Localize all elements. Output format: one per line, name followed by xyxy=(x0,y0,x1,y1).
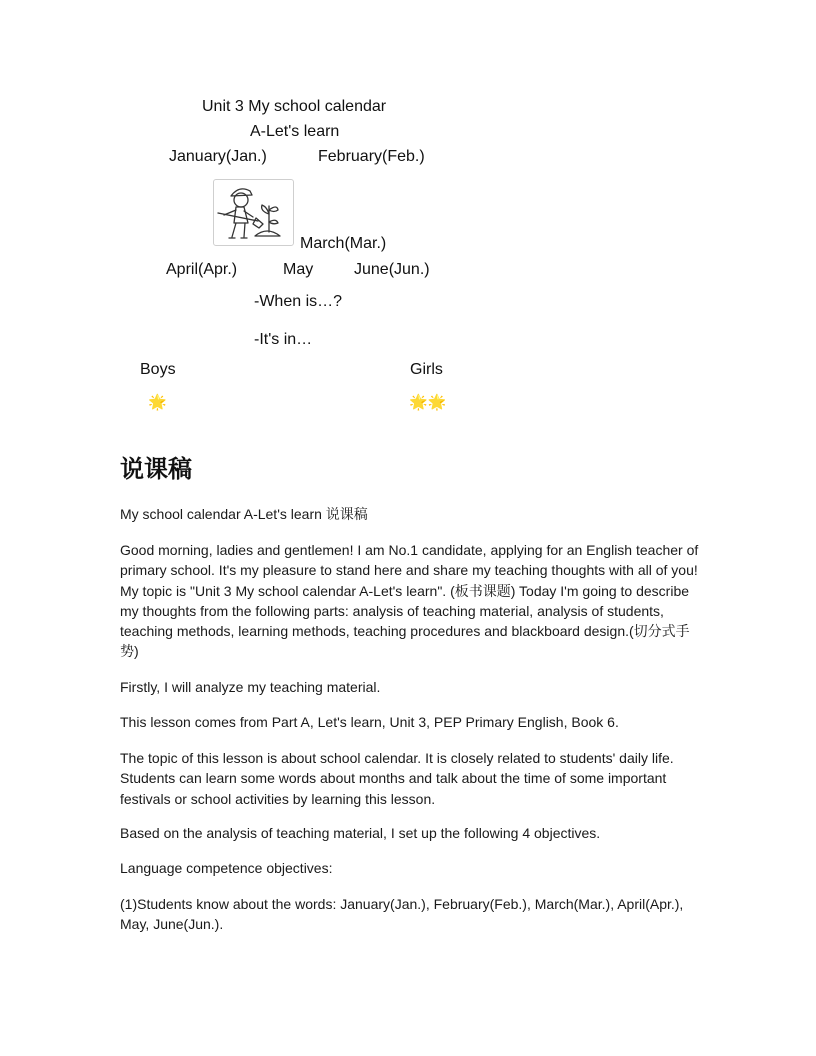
word-february: February(Feb.) xyxy=(318,148,425,165)
boys-star-icon: 🌟 xyxy=(148,394,167,411)
boys-label: Boys xyxy=(140,361,176,378)
word-april: April(Apr.) xyxy=(166,261,238,278)
word-may: May xyxy=(283,261,314,278)
paragraph-firstly: Firstly, I will analyze my teaching material. xyxy=(120,679,381,695)
page-title: 说课稿 xyxy=(120,455,192,483)
board-title: Unit 3 My school calendar xyxy=(202,98,387,115)
word-march: March(Mar.) xyxy=(300,235,387,252)
sentence-question: -When is…? xyxy=(254,293,343,310)
paragraph-topic-detail: The topic of this lesson is about school calendar. It is closely related to students' daily life. Students can learn some words about months and talk about the time of some important festivals or school activities by learning this lesson. xyxy=(120,750,674,807)
girls-star-icon: 🌟🌟 xyxy=(409,394,447,411)
paragraph-topic: My school calendar A-Let's learn 说课稿 xyxy=(120,506,368,522)
paragraph-intro: Good morning, ladies and gentlemen! I am No.1 candidate, applying for an English teacher of primary school. It's my pleasure to stand here and share my teaching thoughts with all of you! My topic is "Unit 3 My school calendar A-Let's learn". (板书课题) Today I'm going to describe my thoughts from the following parts: analysis of teaching material, analysis of students, teaching methods, learning methods, teaching procedures and blackboard design.(切分式手势) xyxy=(120,542,699,660)
girls-label: Girls xyxy=(410,361,443,378)
paragraph-objectives: Based on the analysis of teaching material, I set up the following 4 objectives. xyxy=(120,825,601,841)
board-subtitle: A-Let's learn xyxy=(250,123,340,140)
paragraph-words: (1)Students know about the words: January(Jan.), February(Feb.), March(Mar.), April(Apr.), May, June(Jun.). xyxy=(120,896,684,933)
boy-planting-tree-icon xyxy=(213,179,294,246)
word-june: June(Jun.) xyxy=(354,261,430,278)
paragraph-source: This lesson comes from Part A, Let's learn, Unit 3, PEP Primary English, Book 6. xyxy=(120,714,619,730)
sentence-answer: -It's in… xyxy=(254,331,313,348)
word-january: January(Jan.) xyxy=(169,148,267,165)
paragraph-language-objectives: Language competence objectives: xyxy=(120,860,333,876)
